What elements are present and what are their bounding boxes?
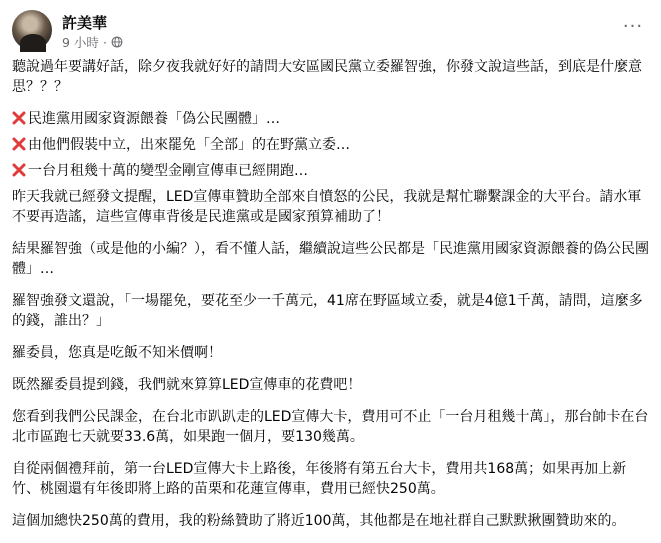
post-meta (62, 33, 123, 51)
post-paragraph: 羅智強發文還說，「一場罷免，要花至少一千萬元，41席在野區域立委，就是4億1千萬，請問，這麼多的錢，誰出？」 (12, 293, 643, 329)
bullet-text: 一台月租幾十萬的變型金剛宣傳車已經開跑… (28, 163, 308, 179)
post-paragraph: 羅委員，您真是吃飯不知米價啊！ (12, 345, 222, 361)
avatar[interactable] (12, 10, 52, 50)
post-body (12, 57, 649, 543)
post-header (12, 10, 649, 54)
globe-icon[interactable] (111, 36, 123, 48)
cross-mark-icon (12, 137, 26, 151)
author-name[interactable]: 許美華 (62, 14, 108, 32)
post-bullet (12, 161, 649, 181)
bullet-text: 由他們假裝中立，出來罷免「全部」的在野黨立委… (28, 137, 350, 153)
post-paragraph: 自從兩個禮拜前，第一台LED宣傳大卡上路後，年後將有第五台大卡，費用共168萬；如果再加上新竹、桃園還有年後即將上路的苗栗和花蓮宣傳車，費用已經快250萬。 (12, 461, 627, 497)
post-paragraph: 您看到我們公民課金，在台北市趴趴走的LED宣傳大卡，費用可不止「一台月租幾十萬」，那台帥卡在台北市區跑七天就要33.6萬，如果跑一個月，要130幾萬。 (12, 409, 649, 445)
post-paragraph: 昨天我就已經發文提醒，LED宣傳車贊助全部來自憤怒的公民，我就是幫忙聯繫課金的大平台。請水軍不要再造謠，這些宣傳車背後是民進黨或是國家預算補助了！ (12, 189, 642, 225)
post-bullet (12, 135, 649, 155)
post-bullet (12, 109, 649, 129)
post-paragraph: 結果羅智強（或是他的小編？），看不懂人話，繼續說這些公民都是「民進黨用國家資源餵養的偽公民團體」… (12, 241, 649, 277)
bullet-text: 民進黨用國家資源餵養「偽公民團體」… (28, 111, 280, 127)
post-paragraph: 這個加總快250萬的費用，我的粉絲贊助了將近100萬，其他都是在地社群自己默默揪團贊助來的。 (12, 513, 626, 529)
post-paragraph: 既然羅委員提到錢，我們就來算算LED宣傳車的花費吧！ (12, 377, 362, 393)
cross-mark-icon (12, 163, 26, 177)
post-timestamp[interactable]: 9 小時 (62, 35, 99, 50)
meta-separator: · (102, 34, 107, 50)
cross-mark-icon (12, 111, 26, 125)
more-options-icon[interactable]: ··· (622, 15, 644, 37)
post-paragraph: 聽說過年要講好話，除夕夜我就好好的請問大安區國民黨立委羅智強，你發文說這些話，到底是什麼意思？？？ (12, 59, 642, 95)
